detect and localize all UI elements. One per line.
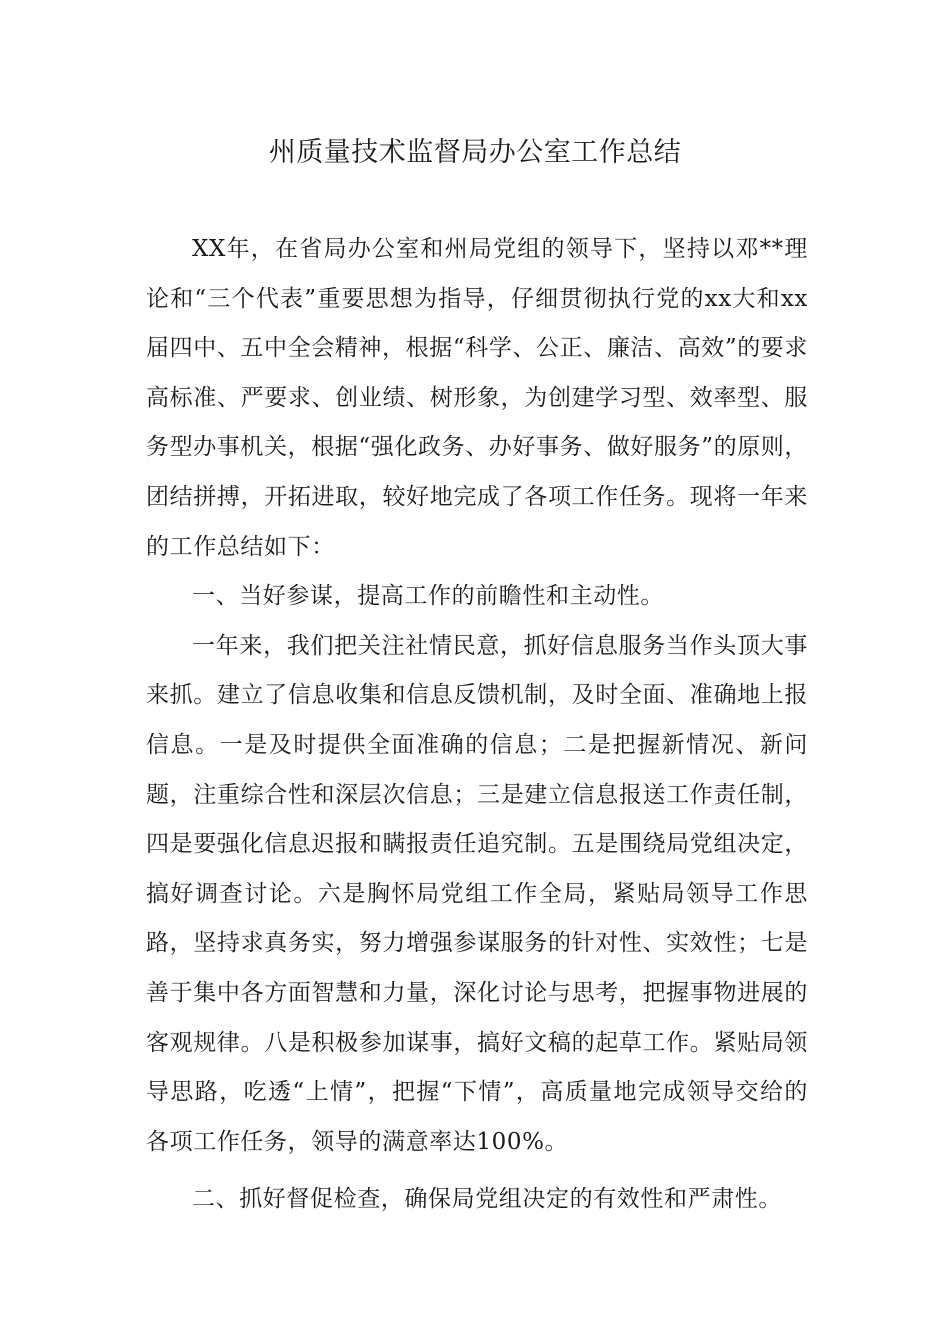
- paragraph-section-1: 一年来，我们把关注社情民意，抓好信息服务当作头顶大事来抓。建立了信息收集和信息反馈机制，及时全面、准确地上报信息。一是及时提供全面准确的信息；二是把握新情况、新问题，注重综合性和深层次信息；三是建立信息报送工作责任制，四是要强化信息迟报和瞒报责任追究制。五是围绕局党组决定，搞好调查讨论。六是胸怀局党组工作全局，紧贴局领导工作思路，坚持求真务实，努力增强参谋服务的针对性、实效性；七是善于集中各方面智慧和力量，深化讨论与思考，把握事物进展的客观规律。八是积极参加谋事，搞好文稿的起草工作。紧贴局领导思路，吃透“上情”，把握“下情”，高质量地完成领导交给的各项工作任务，领导的满意率达100%。: [146, 632, 808, 1155]
- section-heading-2: 二、抓好督促检查，确保局党组决定的有效性和严肃性。: [192, 1186, 782, 1213]
- paragraph-intro: XX年，在省局办公室和州局党组的领导下，坚持以邓**理论和“三个代表”重要思想为指导，仔细贯彻执行党的xx大和xx届四中、五中全会精神，根据“科学、公正、廉洁、高效”的要求高标准、严要求、创业绩、树形象，为创建学习型、效率型、服务型办事机关，根据“强化政务、办好事务、做好服务”的原则，团结拼搏，开拓进取，较好地完成了各项工作任务。现将一年来的工作总结如下：: [146, 236, 808, 560]
- document-body: [146, 225, 808, 1225]
- document-title: 州质量技术监督局办公室工作总结: [268, 137, 682, 168]
- paragraph-gap: [146, 1167, 808, 1175]
- section-heading-1: 一、当好参谋，提高工作的前瞻性和主动性。: [192, 583, 664, 610]
